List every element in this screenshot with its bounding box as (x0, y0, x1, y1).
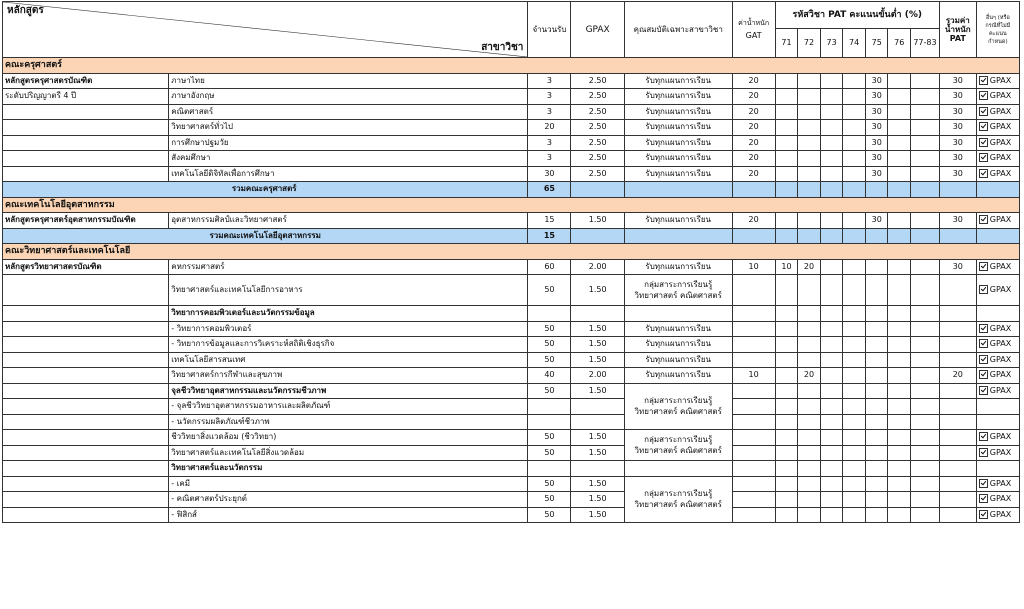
other-cell: GPAX (976, 383, 1019, 399)
pat-total: 30 (939, 151, 976, 167)
header-other-1: อื่นๆ (หรือ (985, 14, 1010, 21)
qualification: รับทุกแผนการเรียน (624, 213, 732, 229)
header-pat-total (939, 2, 976, 58)
qualification: รับทุกแผนการเรียน (624, 321, 732, 337)
major-name: เทคโนโลยีสารสนเทศ (169, 352, 528, 368)
major-name: อุตสาหกรรมศิลป์และวิทยาศาสตร์ (169, 213, 528, 229)
other-cell: GPAX (976, 337, 1019, 353)
qualification: รับทุกแผนการเรียน (624, 337, 732, 353)
pat-71: 10 (775, 259, 798, 275)
table-row (3, 306, 1020, 322)
gat: 20 (732, 151, 775, 167)
checkbox-icon (979, 355, 988, 364)
header-seats: จำนวนรับ (528, 2, 571, 58)
table-row (3, 135, 1020, 151)
other-cell: GPAX (976, 368, 1019, 384)
table-row (3, 89, 1020, 105)
header-pat-71: 71 (775, 29, 798, 58)
seats: 50 (528, 430, 571, 446)
faculty-row-education (3, 58, 1020, 74)
table-row (3, 461, 1020, 477)
checkbox-icon (979, 510, 988, 519)
checkbox-icon (979, 479, 988, 488)
major-name: - ฟิสิกส์ (169, 507, 528, 523)
gpax: 1.50 (571, 275, 624, 306)
gpax: 2.50 (571, 104, 624, 120)
table-row (3, 166, 1020, 182)
table-row (3, 383, 1020, 399)
table-row (3, 73, 1020, 89)
major-group: วิทยาศาสตร์และนวัตกรรม (169, 461, 528, 477)
other-cell: GPAX (976, 151, 1019, 167)
pat-75: 30 (865, 213, 888, 229)
qualification: รับทุกแผนการเรียน (624, 166, 732, 182)
gat: 10 (732, 368, 775, 384)
checkbox-icon (979, 339, 988, 348)
table-row (3, 492, 1020, 508)
gpax: 2.50 (571, 89, 624, 105)
gat: 20 (732, 213, 775, 229)
table-row (3, 507, 1020, 523)
qualification: รับทุกแผนการเรียน (624, 120, 732, 136)
header-program: หลักสูตร (7, 5, 44, 16)
header-pat-total-1: รวมค่า (945, 16, 970, 25)
header-pat-74: 74 (843, 29, 866, 58)
faculty-name: คณะครุศาสตร์ (3, 58, 1020, 74)
checkbox-icon (979, 448, 988, 457)
summary-seats: 65 (528, 182, 571, 198)
checkbox-icon (979, 324, 988, 333)
checkbox-icon (979, 153, 988, 162)
checkbox-icon (979, 494, 988, 503)
table-row (3, 399, 1020, 415)
seats: 50 (528, 275, 571, 306)
faculty-name: คณะเทคโนโลยีอุตสาหกรรม (3, 197, 1020, 213)
header-pat-73: 73 (820, 29, 843, 58)
seats: 50 (528, 476, 571, 492)
gat: 20 (732, 120, 775, 136)
other-cell: GPAX (976, 476, 1019, 492)
checkbox-icon (979, 138, 988, 147)
qualification: กลุ่มสาระการเรียนรู้ วิทยาศาสตร์ คณิตศาสตร์ (624, 383, 732, 430)
table-row (3, 259, 1020, 275)
faculty-row-industrial (3, 197, 1020, 213)
gat: 20 (732, 73, 775, 89)
program-level: ระดับปริญญาตรี 4 ปี (3, 89, 169, 105)
seats: 30 (528, 166, 571, 182)
pat-total: 30 (939, 104, 976, 120)
major-name: ภาษาอังกฤษ (169, 89, 528, 105)
pat-75: 30 (865, 104, 888, 120)
major-name: - เคมี (169, 476, 528, 492)
checkbox-icon (979, 122, 988, 131)
header-pat-77-83: 77-83 (911, 29, 940, 58)
qualification: รับทุกแผนการเรียน (624, 89, 732, 105)
seats: 50 (528, 337, 571, 353)
qualification: กลุ่มสาระการเรียนรู้ วิทยาศาสตร์ คณิตศาสตร์ (624, 476, 732, 523)
major-name: ชีววิทยาสิ่งแวดล้อม (ชีววิทยา) (169, 430, 528, 446)
checkbox-icon (979, 386, 988, 395)
gpax: 1.50 (571, 337, 624, 353)
major-name: วิทยาศาสตร์และเทคโนโลยีการอาหาร (169, 275, 528, 306)
faculty-row-science (3, 244, 1020, 260)
header-pat-total-3: PAT (949, 34, 966, 43)
pat-75: 30 (865, 135, 888, 151)
gpax: 1.50 (571, 492, 624, 508)
qualification: กลุ่มสาระการเรียนรู้ วิทยาศาสตร์ คณิตศาสตร์ (624, 430, 732, 461)
table-row (3, 368, 1020, 384)
other-cell: GPAX (976, 166, 1019, 182)
qualification: กลุ่มสาระการเรียนรู้ วิทยาศาสตร์ คณิตศาสตร์ (624, 275, 732, 306)
header-gat-weight: ค่าน้ำหนัก (738, 19, 770, 27)
checkbox-icon (979, 262, 988, 271)
gat: 20 (732, 135, 775, 151)
seats: 60 (528, 259, 571, 275)
table-row (3, 430, 1020, 446)
checkbox-icon (979, 215, 988, 224)
other-cell: GPAX (976, 492, 1019, 508)
header-qualification: คุณสมบัติเฉพาะสาขาวิชา (624, 2, 732, 58)
header-program-major (3, 2, 528, 58)
other-cell: GPAX (976, 73, 1019, 89)
other-cell: GPAX (976, 445, 1019, 461)
seats: 40 (528, 368, 571, 384)
seats: 3 (528, 135, 571, 151)
program-name: หลักสูตรวิทยาศาสตรบัณฑิต (3, 259, 169, 275)
summary-label: รวมคณะครุศาสตร์ (3, 182, 528, 198)
other-cell: GPAX (976, 120, 1019, 136)
other-cell: GPAX (976, 89, 1019, 105)
program-name: หลักสูตรครุศาสตร์อุตสาหกรรมบัณฑิต (3, 213, 169, 229)
pat-total: 30 (939, 166, 976, 182)
seats: 3 (528, 104, 571, 120)
gpax: 1.50 (571, 476, 624, 492)
major-name: คหกรรมศาสตร์ (169, 259, 528, 275)
seats: 20 (528, 120, 571, 136)
gpax: 2.50 (571, 151, 624, 167)
header-other-4: กำหนด) (988, 38, 1008, 45)
header-pat-total-2: น้ำหนัก (945, 25, 971, 34)
summary-row-industrial (3, 228, 1020, 244)
header-pat-72: 72 (798, 29, 821, 58)
header-other (976, 2, 1019, 58)
major-name: - วิทยาการคอมพิวเตอร์ (169, 321, 528, 337)
diagonal-line (3, 2, 527, 57)
seats: 50 (528, 352, 571, 368)
pat-total: 30 (939, 259, 976, 275)
header-pat-76: 76 (888, 29, 911, 58)
pat-72: 20 (798, 259, 821, 275)
table-row (3, 151, 1020, 167)
table-row (3, 104, 1020, 120)
major-name: - วิทยาการข้อมูลและการวิเคราะห์สถิติเชิงธุรกิจ (169, 337, 528, 353)
gpax: 2.50 (571, 120, 624, 136)
pat-total: 30 (939, 89, 976, 105)
other-cell: GPAX (976, 275, 1019, 306)
qualification: รับทุกแผนการเรียน (624, 73, 732, 89)
gpax: 2.50 (571, 135, 624, 151)
other-cell: GPAX (976, 430, 1019, 446)
pat-total: 30 (939, 213, 976, 229)
major-name: เทคโนโลยีดิจิทัลเพื่อการศึกษา (169, 166, 528, 182)
header-other-2: กรณีที่ไม่มี (985, 22, 1011, 29)
major-name: วิทยาศาสตร์และเทคโนโลยีสิ่งแวดล้อม (169, 445, 528, 461)
other-cell: GPAX (976, 104, 1019, 120)
pat-72: 20 (798, 368, 821, 384)
major-name: - นวัตกรรมผลิตภัณฑ์ชีวภาพ (169, 414, 528, 430)
major-name: การศึกษาปฐมวัย (169, 135, 528, 151)
table-row (3, 414, 1020, 430)
gpax: 2.50 (571, 73, 624, 89)
pat-total: 30 (939, 135, 976, 151)
gpax: 1.50 (571, 430, 624, 446)
qualification: รับทุกแผนการเรียน (624, 135, 732, 151)
gpax: 1.50 (571, 321, 624, 337)
gpax: 2.00 (571, 368, 624, 384)
other-cell: GPAX (976, 135, 1019, 151)
checkbox-icon (979, 370, 988, 379)
table-row (3, 321, 1020, 337)
summary-row-education (3, 182, 1020, 198)
table-row (3, 476, 1020, 492)
qualification: รับทุกแผนการเรียน (624, 368, 732, 384)
seats: 50 (528, 445, 571, 461)
seats: 3 (528, 73, 571, 89)
other-cell: GPAX (976, 507, 1019, 523)
pat-75: 30 (865, 151, 888, 167)
gpax: 1.50 (571, 213, 624, 229)
faculty-name: คณะวิทยาศาสตร์และเทคโนโลยี (3, 244, 1020, 260)
gpax: 1.50 (571, 352, 624, 368)
seats: 50 (528, 492, 571, 508)
major-name: - จุลชีววิทยาอุตสาหกรรมอาหารและผลิตภัณฑ์ (169, 399, 528, 415)
gat: 20 (732, 104, 775, 120)
table-row (3, 120, 1020, 136)
gat: 10 (732, 259, 775, 275)
table-row (3, 445, 1020, 461)
table-row (3, 352, 1020, 368)
qualification: รับทุกแผนการเรียน (624, 151, 732, 167)
header-gat (732, 2, 775, 58)
pat-75: 30 (865, 73, 888, 89)
pat-75: 30 (865, 166, 888, 182)
gat: 20 (732, 89, 775, 105)
checkbox-icon (979, 432, 988, 441)
qualification: รับทุกแผนการเรียน (624, 259, 732, 275)
major-name: สังคมศึกษา (169, 151, 528, 167)
gpax: 2.00 (571, 259, 624, 275)
gpax: 2.50 (571, 166, 624, 182)
pat-total: 30 (939, 120, 976, 136)
gpax: 1.50 (571, 383, 624, 399)
major-group: วิทยาการคอมพิวเตอร์และนวัตกรรมข้อมูล (169, 306, 528, 322)
qualification: รับทุกแผนการเรียน (624, 104, 732, 120)
seats: 3 (528, 151, 571, 167)
other-cell: GPAX (976, 352, 1019, 368)
major-name: คณิตศาสตร์ (169, 104, 528, 120)
seats: 15 (528, 213, 571, 229)
header-major: สาขาวิชา (481, 42, 524, 53)
header-pat-group: รหัสวิชา PAT คะแนนขั้นต่ำ (%) (775, 2, 939, 29)
header-row-1 (3, 2, 1020, 29)
major-name: วิทยาศาสตร์ทั่วไป (169, 120, 528, 136)
table-row (3, 337, 1020, 353)
summary-label: รวมคณะเทคโนโลยีอุตสาหกรรม (3, 228, 528, 244)
header-gpax: GPAX (571, 2, 624, 58)
pat-75: 30 (865, 120, 888, 136)
other-cell: GPAX (976, 259, 1019, 275)
header-other-3: คะแนน (989, 30, 1007, 37)
major-group: จุลชีววิทยาอุตสาหกรรมและนวัตกรรมชีวภาพ (169, 383, 528, 399)
other-cell: GPAX (976, 321, 1019, 337)
checkbox-icon (979, 76, 988, 85)
seats: 50 (528, 321, 571, 337)
header-gat-label: GAT (745, 31, 762, 40)
gat: 20 (732, 166, 775, 182)
pat-75: 30 (865, 89, 888, 105)
major-name: วิทยาศาสตร์การกีฬาและสุขภาพ (169, 368, 528, 384)
seats: 3 (528, 89, 571, 105)
checkbox-icon (979, 285, 988, 294)
checkbox-icon (979, 91, 988, 100)
major-name: - คณิตศาสตร์ประยุกต์ (169, 492, 528, 508)
admission-table (2, 1, 1020, 523)
qualification: รับทุกแผนการเรียน (624, 352, 732, 368)
program-name: หลักสูตรครุศาสตรบัณฑิต (3, 73, 169, 89)
pat-total: 20 (939, 368, 976, 384)
checkbox-icon (979, 107, 988, 116)
checkbox-icon (979, 169, 988, 178)
table-row (3, 213, 1020, 229)
header-pat-75: 75 (865, 29, 888, 58)
pat-total: 30 (939, 73, 976, 89)
gpax: 1.50 (571, 445, 624, 461)
major-name: ภาษาไทย (169, 73, 528, 89)
table-row (3, 275, 1020, 306)
gpax: 1.50 (571, 507, 624, 523)
summary-seats: 15 (528, 228, 571, 244)
seats: 50 (528, 507, 571, 523)
seats: 50 (528, 383, 571, 399)
other-cell: GPAX (976, 213, 1019, 229)
